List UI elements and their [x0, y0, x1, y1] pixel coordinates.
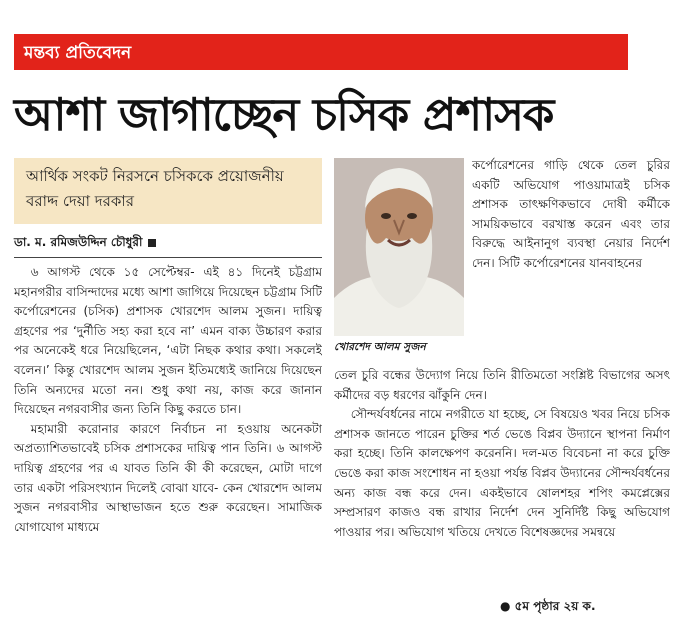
paragraph: মহামারী করোনার কারণে নির্বাচন না হওয়ায় অনেকটা অপ্রত্যাশিতভাবেই চসিক প্রশাসকের দায়িত্ব পান তিনি। ৬ আগস্ট দায়িত্ব গ্রহণের পর এ যাবত তিনি কী কী করেছেন, মোটা দাগে তার একটা পরিসংখ্যান দিলেই বোঝা যাবে- কেন খোরশেদ আলম সুজন নগরবাসীর আস্থাভাজন হতে শুরু করেছেন। সামাজিক যোগাযোগ মাধ্যমে	[14, 421, 322, 534]
paragraph: ৬ আগস্ট থেকে ১৫ সেপ্টেম্বর- এই ৪১ দিনেই চট্টগ্রাম মহানগরীর বাসিন্দাদের মধ্যে আশা জাগিয়ে দিয়েছেন চট্টগ্রাম সিটি কর্পোরেশনের (চসিক) প্রশাসক খোরশেদ আলম সুজন। দায়িত্ব গ্রহণের পর ‘দুর্নীতি সহ্য করা হবে না’ এমন বাক্য উচ্চারণ করার পর অনেকেই ধরে নিয়েছিলেন, ‘এটা নিছক কথার কথা। সকলেই বলেন।’ কিন্তু খোরশেদ আলম সুজন ইতিমধ্যেই জানিয়ে দিয়েছেন তিনি অন্যদের মতো নন। শুধু কথা নয়, কাজ করে জানান দিয়েছেন নগরবাসীর জন্য তিনি কিছু করতে চান।	[14, 265, 322, 417]
article-column-2	[334, 366, 670, 598]
kicker-label: মন্তব্য প্রতিবেদন	[24, 43, 132, 63]
headline: আশা জাগাচ্ছেন চসিক প্রশাসক	[14, 88, 554, 141]
byline-divider	[14, 257, 322, 258]
portrait-photo	[334, 158, 464, 336]
portrait-illustration	[334, 158, 464, 336]
photo-caption: খোরশেদ আলম সুজন	[334, 341, 426, 353]
article-column-2-top: কর্পোরেশনের গাড়ি থেকে তেল চুরির একটি অভিযোগ পাওয়ামাত্রই চসিক প্রশাসক তাৎক্ষণিকভাবে দোষী কর্মীকে সাময়িকভাবে বরখাস্ত করেন এবং তার বিরুদ্ধে আইনানুগ ব্যবস্থা নেয়ার নির্দেশ দেন। সিটি কর্পোরেশনের যানবাহনের	[472, 158, 670, 270]
byline	[14, 234, 156, 254]
continued-on-page: ● ৫ম পৃষ্ঠার ২য় ক.	[500, 599, 596, 613]
byline-square-icon	[148, 239, 156, 247]
subheadline: আর্থিক সংকট নিরসনে চসিককে প্রয়োজনীয় বরাদ্দ দেয়া দরকার	[26, 167, 284, 210]
paragraph: তেল চুরি বন্ধের উদ্যোগ নিয়ে তিনি রীতিমতো সংশ্লিষ্ট বিভাগের অসৎ কর্মীদের বড় ধরণের ঝাঁকুনি দেন।	[334, 368, 670, 402]
article-column-1	[14, 263, 322, 623]
author-name: ডা. ম. রমিজউদ্দিন চৌধুরী	[14, 235, 143, 249]
kicker-banner	[14, 34, 628, 70]
paragraph: সৌন্দর্যবর্ধনের নামে নগরীতে যা হচ্ছে, সে বিষয়েও খবর নিয়ে চসিক প্রশাসক জানতে পারেন চুক্তির শর্ত ভেঙে বিপ্লব উদ্যানে স্থাপনা নির্মাণ করা হচ্ছে। তিনি কালক্ষেপণ করেননি। দল-মত বিবেচনা না করে চুক্তি ভেঙে করা কাজ সংশোধন না হওয়া পর্যন্ত বিপ্লব উদ্যানের সৌন্দর্যবর্ধনের অন্য কাজ বন্ধ করে দেন। একইভাবে ষোলশহর শপিং কমপ্লেক্সের সম্প্রসারণ কাজও বন্ধ রাখার নির্দেশ দেন সুনির্দিষ্ট কিছু অভিযোগ পাওয়ার পর। অভিযোগ খতিয়ে দেখতে বিশেষজ্ঞদের সমন্বয়ে	[334, 407, 670, 539]
subheadline-box	[14, 158, 322, 224]
